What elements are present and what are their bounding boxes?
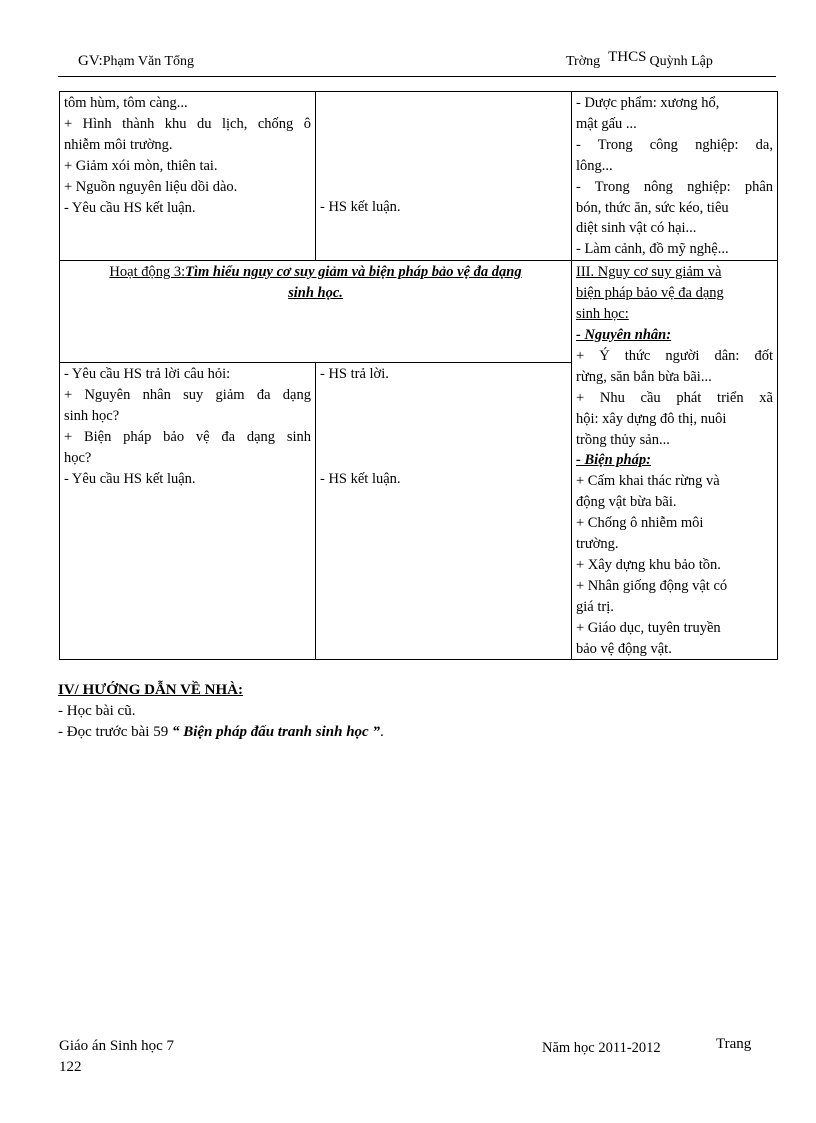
content-cell [572, 92, 778, 261]
header-divider [58, 76, 776, 77]
gv-label: GV: [78, 53, 103, 69]
teacher-activity-cell [60, 363, 316, 660]
text-line: lông... [576, 157, 613, 174]
text-line: động vật bừa bãi. [576, 494, 677, 511]
text-line: trồng thủy sản... [576, 431, 670, 448]
text-line: + Biện pháp bảo vệ đa dạng sinh [64, 428, 311, 445]
text-line: tôm hùm, tôm càng... [64, 95, 188, 111]
activity-label: Hoạt động 3: [109, 264, 186, 281]
text-line: + Giảm xói mòn, thiên tai. [64, 157, 218, 174]
text-line: + Ý thức người dân: đốt [576, 347, 773, 364]
text-line: + Xây dựng khu bảo tồn. [576, 556, 721, 573]
footer-subject: Giáo án Sinh học 7 [59, 1038, 174, 1054]
text-line: + Cấm khai thác rừng và [576, 473, 720, 490]
homework-item-prefix: - Đọc trước bài 59 [58, 724, 172, 740]
text-line: - Yêu cầu HS trả lời câu hỏi: [64, 366, 231, 383]
teacher-activity-cell [60, 92, 316, 261]
homework-item: - Học bài cũ. [58, 703, 136, 719]
text-line: + Giáo dục, tuyên truyền [576, 619, 721, 636]
activity-heading [60, 261, 572, 363]
text-line: bón, thức ăn, sức kéo, tiêu [576, 199, 729, 216]
text-line: - Làm cảnh, đồ mỹ nghệ... [576, 241, 729, 258]
footer-year: Năm học 2011-2012 [542, 1040, 661, 1056]
header-teacher [78, 52, 194, 70]
text-line: diệt sinh vật có hại... [576, 220, 697, 237]
footer-left [59, 1036, 174, 1078]
text-line: - Trong nông nghiệp: phân [576, 178, 773, 195]
lesson-table [59, 91, 778, 660]
lesson-title: “ Biện pháp đấu tranh sinh học ” [171, 724, 380, 740]
text-line: rừng, săn bắn bừa bãi... [576, 368, 712, 385]
text-line: + Nhu cầu phát triển xã [576, 389, 773, 406]
text-line: giá trị. [576, 598, 614, 615]
text-line: bảo vệ động vật. [576, 640, 672, 657]
footer-page-label: Trang [716, 1036, 752, 1052]
school-level: THCS [608, 49, 647, 65]
text-line: hội: xây dựng đô thị, nuôi [576, 410, 727, 427]
school-prefix: Trờng [566, 54, 601, 69]
text-line: - HS kết luận. [320, 471, 401, 488]
text-line: + Chống ô nhiễm môi [576, 515, 704, 532]
activity-title: Tìm hiểu nguy cơ suy giảm và biện pháp bảo vệ đa dạng [185, 264, 522, 281]
section-heading: III. Nguy cơ suy giảm và [576, 264, 722, 281]
section-heading: biện pháp bảo vệ đa dạng [576, 285, 724, 302]
text-line: - Trong công nghiệp: da, [576, 136, 773, 153]
table-row [60, 261, 778, 363]
content-cell [572, 261, 778, 660]
text-line: + Nguyên nhân suy giảm đa dạng [64, 387, 311, 404]
text-line: - Yêu cầu HS kết luận. [64, 199, 196, 216]
table-row [60, 92, 778, 261]
text-line: + Hình thành khu du lịch, chống ô [64, 115, 311, 132]
homework-section [58, 680, 384, 743]
header-school [566, 49, 713, 70]
student-activity-cell [316, 92, 572, 261]
homework-item [58, 722, 384, 743]
text-line: - HS trả lời. [320, 366, 389, 383]
student-activity-cell [316, 363, 572, 660]
text-line: - Dược phẩm: xương hổ, [576, 95, 720, 111]
text-line: trường. [576, 536, 619, 553]
homework-title: IV/ HƯỚNG DẪN VỀ NHÀ: [58, 682, 244, 698]
cause-title: - Nguyên nhân: [576, 326, 672, 343]
text-line: nhiễm môi trường. [64, 136, 173, 153]
homework-item-suffix: . [379, 724, 384, 740]
text-line: học? [64, 449, 92, 466]
section-heading: sinh học: [576, 306, 629, 323]
teacher-name: Phạm Văn Tổng [102, 54, 194, 69]
activity-title-cont: sinh học. [288, 285, 343, 302]
measure-title: - Biện pháp: [576, 452, 651, 469]
text-line: - Yêu cầu HS kết luận. [64, 470, 196, 487]
text-line: - HS kết luận. [320, 199, 401, 215]
text-line: mật gấu ... [576, 115, 637, 132]
text-line: + Nhân giống động vật có [576, 577, 728, 594]
text-line: sinh học? [64, 407, 120, 424]
page-number: 122 [59, 1059, 82, 1075]
text-line: + Nguồn nguyên liệu dồi dào. [64, 178, 238, 195]
school-name: Quỳnh Lập [649, 54, 713, 69]
